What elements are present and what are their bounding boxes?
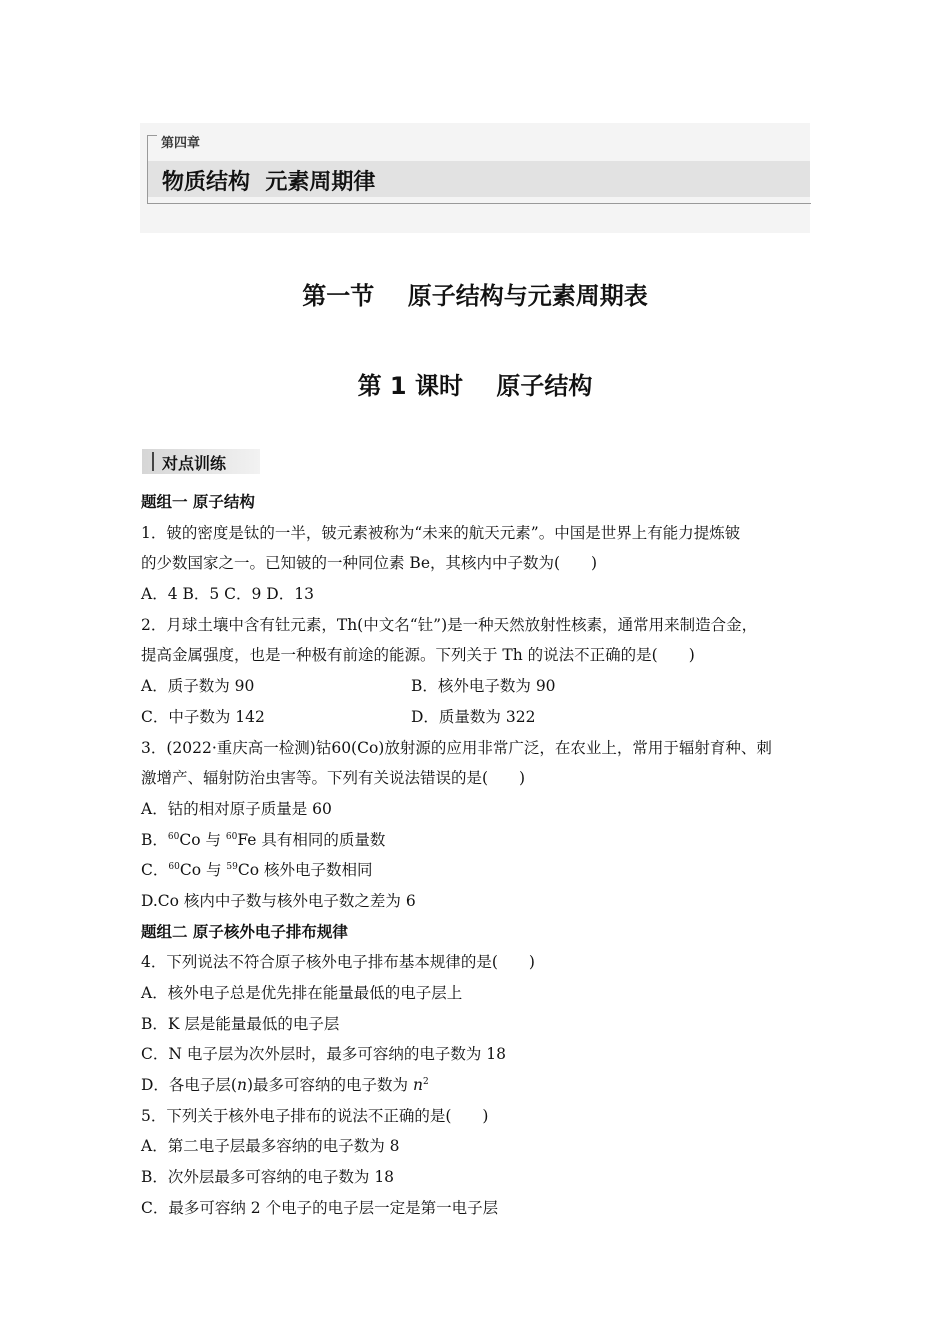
q3-option-b-prefix: B．: [141, 830, 168, 849]
q3-option-c-prefix: C．: [141, 861, 169, 880]
q3-option-b-mass2: 60: [225, 831, 238, 842]
q1-options: A．4 B．5 C．9 D．13: [141, 585, 314, 604]
section-title: 第一节 原子结构与元素周期表: [302, 282, 648, 310]
lesson-title: 第 1 课时 原子结构: [357, 372, 593, 400]
chapter-label: 第四章: [161, 136, 201, 151]
chapter-banner: [140, 123, 810, 233]
q2-option-d: D．质量数为 322: [411, 707, 536, 726]
q3-option-a: A．钴的相对原子质量是 60: [141, 799, 332, 818]
q3-option-c-mass2: 59: [226, 862, 238, 873]
chapter-title: 物质结构 元素周期律: [162, 170, 376, 195]
q2-options-row1: [141, 671, 821, 702]
q5-option-c: C．最多可容纳 2 个电子的电子层一定是第一电子层: [141, 1198, 499, 1217]
q2-options-row2: [141, 702, 821, 733]
q4-option-d-mid: )最多可容纳的电子数为: [246, 1076, 413, 1095]
q3-option-c-mass1: 60: [168, 862, 180, 873]
q4-option-d-var2: n: [412, 1076, 423, 1095]
q1-stem-line1: 1．铍的密度是钛的一半，铍元素被称为“未来的航天元素”。中国是世界上有能力提炼铍: [141, 523, 741, 542]
q3-option-b-mass1: 60: [167, 831, 180, 842]
q2-option-b: B．核外电子数为 90: [411, 677, 556, 696]
q4-option-c: C．N 电子层为次外层时，最多可容纳的电子数为 18: [141, 1045, 507, 1064]
q3-option-c-mid: Co 与: [179, 861, 227, 880]
practice-tag-label: 对点训练: [162, 454, 227, 473]
practice-tag-bar: [152, 452, 154, 471]
q3-option-d: D.Co 核内中子数与核外电子数之差为 6: [141, 891, 416, 910]
q5-option-b: B．次外层最多可容纳的电子数为 18: [141, 1168, 395, 1187]
q3-option-c-suffix: Co 核外电子数相同: [237, 861, 373, 880]
q4-option-b: B．K 层是能量最低的电子层: [141, 1014, 340, 1033]
q2-stem-line2: 提高金属强度，也是一种极有前途的能源。下列关于 Th 的说法不正确的是( ): [141, 646, 695, 665]
q2-option-a: A．质子数为 90: [141, 677, 255, 696]
q2-stem-line1: 2．月球土壤中含有钍元素，Th(中文名“钍”)是一种天然放射性核素，通常用来制造合金，: [141, 615, 758, 634]
exercise-content: [141, 487, 821, 1224]
q1-stem-line2: 的少数国家之一。已知铍的一种同位素 Be，其核内中子数为( ): [141, 554, 598, 573]
q3-stem-line2: 激增产、辐射防治虫害等。下列有关说法错误的是( ): [141, 769, 526, 788]
q3-option-b: [141, 825, 821, 856]
practice-tag: [142, 449, 260, 474]
q3-stem-line1: 3．(2022·重庆高一检测)钴60(Co)放射源的应用非常广泛，在农业上，常用于辐射育种、刺: [141, 738, 772, 757]
q5-stem: 5．下列关于核外电子排布的说法不正确的是( ): [141, 1106, 489, 1125]
chapter-frame-tick: [147, 135, 157, 136]
group-title-1: 题组一 原子结构: [141, 493, 255, 511]
q3-option-c: [141, 855, 821, 886]
q4-option-a: A．核外电子总是优先排在能量最低的电子层上: [141, 984, 463, 1002]
q3-option-b-mid: Co 与: [179, 830, 226, 849]
q4-stem: 4．下列说法不符合原子核外电子排布基本规律的是( ): [141, 953, 535, 972]
chapter-title-bar: [148, 161, 810, 197]
q5-option-a: A．第二电子层最多容纳的电子数为 8: [141, 1137, 400, 1156]
group-title-2: 题组二 原子核外电子排布规律: [141, 922, 348, 941]
q4-option-d-prefix: D．各电子层(: [141, 1076, 237, 1095]
q4-option-d: [141, 1070, 821, 1101]
q2-option-c: C．中子数为 142: [141, 707, 265, 726]
q3-option-b-suffix: Fe 具有相同的质量数: [237, 830, 386, 849]
q4-option-d-var: n: [236, 1076, 247, 1095]
q4-option-d-exponent: 2: [422, 1077, 429, 1088]
